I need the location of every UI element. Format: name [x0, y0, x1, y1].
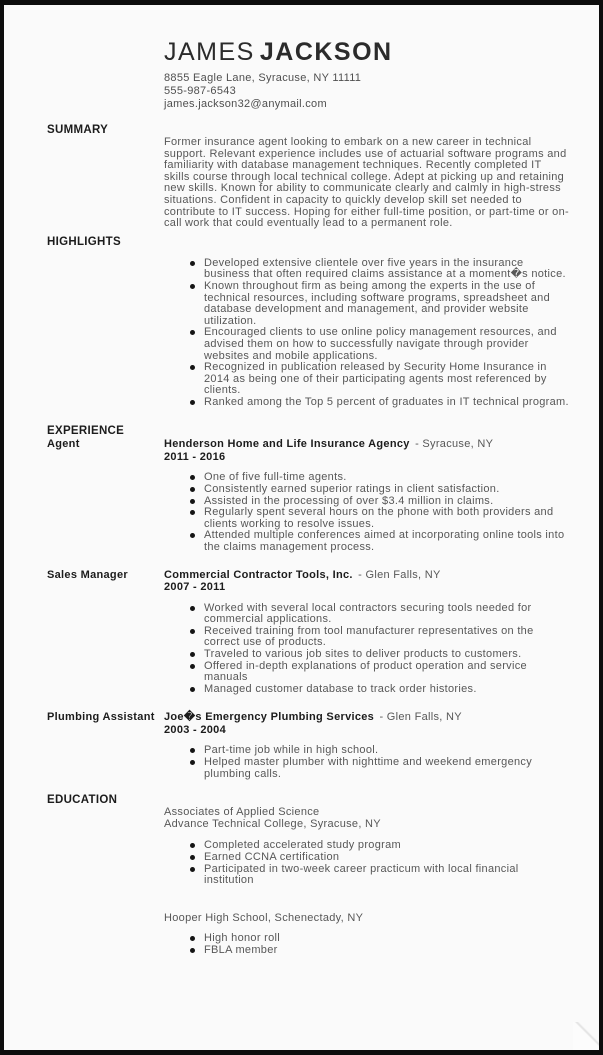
job-location: - Glen Falls, NY — [358, 568, 441, 581]
job-meta — [164, 711, 569, 736]
job-title: Plumbing Assistant — [47, 711, 155, 724]
summary-section — [4, 124, 599, 230]
page-curl-corner — [573, 1022, 603, 1055]
job-duty: One of five full-time agents. — [164, 472, 569, 484]
school-detail: Participated in two-week career practicum with local financial institution — [164, 864, 569, 887]
school-detail-list — [164, 933, 569, 956]
contact-address: 8855 Eagle Lane, Syracuse, NY 11111 — [164, 72, 362, 84]
highlights-section — [4, 236, 599, 409]
candidate-name — [164, 39, 599, 65]
job-duty: Worked with several local contractors securing tools needed for commercial applications. — [164, 603, 569, 626]
job-location: - Syracuse, NY — [415, 438, 494, 451]
highlight-item: Developed extensive clientele over five years in the insurance business that often required claims assistance at a moment�s notice. — [164, 258, 569, 281]
contact-block — [164, 72, 599, 111]
education-heading: EDUCATION — [47, 794, 118, 807]
job-meta — [164, 569, 569, 594]
education-section — [4, 794, 599, 956]
experience-section — [4, 425, 599, 780]
job-company: Henderson Home and Life Insurance Agency — [164, 438, 410, 451]
highlight-item: Recognized in publication released by Security Home Insurance in 2014 as being one of their participating agents most referenced by clients. — [164, 362, 569, 397]
school-detail: Earned CCNA certification — [164, 852, 569, 864]
job-duty: Part-time job while in high school. — [164, 745, 569, 757]
experience-heading: EXPERIENCE — [47, 425, 125, 438]
education-school — [4, 913, 599, 957]
highlight-item: Known throughout firm as being among the experts in the use of technical resources, including software programs, spreadsheet and database development and management, and provider website utilization. — [164, 281, 569, 327]
job-duty: Managed customer database to track order histories. — [164, 684, 569, 696]
job-duty: Regularly spent several hours on the phone with both providers and clients working to resolve issues. — [164, 507, 569, 530]
job-duty: Helped master plumber with nighttime and weekend emergency plumbing calls. — [164, 757, 569, 780]
highlights-list — [164, 258, 569, 409]
school-name: Hooper High School, Schenectady, NY — [164, 911, 364, 924]
job-duty: Received training from tool manufacturer representatives on the correct use of products. — [164, 626, 569, 649]
highlights-heading: HIGHLIGHTS — [47, 235, 121, 248]
job-dates: 2007 - 2011 — [164, 581, 226, 594]
experience-job — [4, 711, 599, 780]
candidate-first-name: JAMES — [164, 38, 255, 66]
summary-text: Former insurance agent looking to embark on a new career in technical support. Relevant experience includes use of actuarial software programs and familiarity with database management techniques. Recently completed IT skills course through local technical college. Adept at picking up and retaining new skills. Known for ability to communicate clearly and calmly in high-stress situations. Confident in capacity to quickly develop skill set needed to contribute to IT success. Hoping for either full-time position, or part-time or on-call work that could eventually lead to a permanent role. — [164, 136, 569, 230]
school-name: Advance Technical College, Syracuse, NY — [164, 817, 381, 830]
job-meta — [164, 438, 569, 463]
job-header — [4, 711, 599, 736]
contact-email: james.jackson32@anymail.com — [164, 98, 327, 110]
job-duty: Consistently earned superior ratings in client satisfaction. — [164, 484, 569, 496]
job-duties-list — [164, 603, 569, 696]
summary-heading: SUMMARY — [47, 124, 109, 136]
resume-header — [164, 39, 599, 111]
job-company: Commercial Contractor Tools, Inc. — [164, 568, 353, 581]
job-dates: 2011 - 2016 — [164, 450, 226, 463]
school-degree: Associates of Applied Science — [164, 806, 320, 819]
job-duty: Offered in-depth explanations of product operation and service manuals — [164, 661, 569, 684]
job-company-line — [164, 569, 569, 582]
job-company-line — [164, 711, 569, 724]
job-duties-list — [164, 745, 569, 780]
job-header — [4, 569, 599, 594]
job-company: Joe�s Emergency Plumbing Services — [164, 711, 375, 724]
school-detail: Completed accelerated study program — [164, 840, 569, 852]
contact-phone: 555-987-6543 — [164, 85, 237, 97]
job-duty: Traveled to various job sites to deliver products to customers. — [164, 649, 569, 661]
experience-job — [4, 438, 599, 553]
job-duty: Assisted in the processing of over $3.4 million in claims. — [164, 496, 569, 508]
job-duty: Attended multiple conferences aimed at incorporating online tools into the claims management process. — [164, 530, 569, 553]
education-school — [4, 807, 599, 887]
job-duties-list — [164, 472, 569, 553]
job-location: - Glen Falls, NY — [379, 711, 462, 724]
job-title: Sales Manager — [47, 568, 128, 581]
school-detail: FBLA member — [164, 945, 569, 957]
job-company-line — [164, 438, 569, 451]
school-detail: High honor roll — [164, 933, 569, 945]
experience-job — [4, 569, 599, 696]
highlight-item: Ranked among the Top 5 percent of graduates in IT technical program. — [164, 397, 569, 409]
school-detail-list — [164, 840, 569, 886]
candidate-last-name: JACKSON — [259, 38, 393, 66]
job-title: Agent — [47, 438, 80, 451]
highlight-item: Encouraged clients to use online policy management resources, and advised them on how to successfully navigate through provider websites and mobile applications. — [164, 327, 569, 362]
job-dates: 2003 - 2004 — [164, 723, 227, 736]
job-header — [4, 438, 599, 463]
